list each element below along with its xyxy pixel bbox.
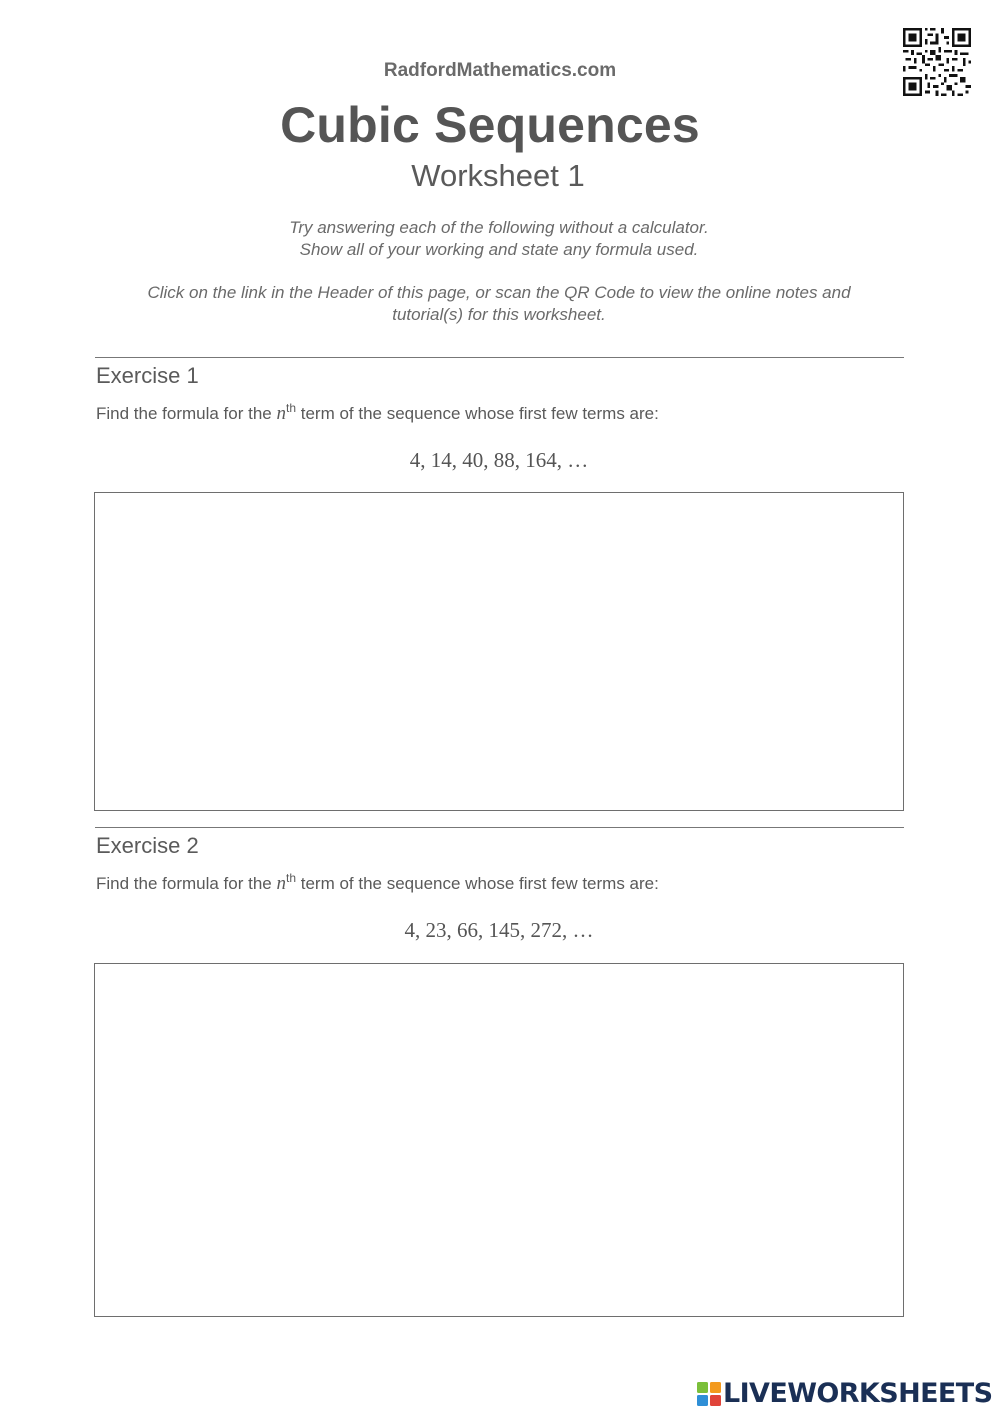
exercise-2-prompt bbox=[96, 871, 659, 895]
exercise-2-answer-box[interactable] bbox=[94, 963, 904, 1317]
section-divider bbox=[95, 827, 904, 828]
instruction-line-2: Show all of your working and state any formula used. bbox=[299, 240, 699, 259]
liveworksheets-logo-text: LIVEWORKSHEETS bbox=[723, 1378, 993, 1409]
exercise-1-prompt bbox=[96, 401, 659, 425]
exercise-1-answer-box[interactable] bbox=[94, 492, 904, 811]
nth-variable: n bbox=[276, 403, 286, 424]
liveworksheets-logo-icon bbox=[697, 1382, 721, 1406]
instruction-line-3: Click on the link in the Header of this page, or scan the QR Code to view the online notes and bbox=[147, 283, 851, 302]
exercise-2-heading: Exercise 2 bbox=[96, 833, 199, 858]
site-url[interactable]: RadfordMathematics.com bbox=[383, 60, 617, 81]
instruction-line-1: Try answering each of the following without a calculator. bbox=[289, 218, 709, 237]
prompt-after: term of the sequence whose first few terms are: bbox=[300, 404, 659, 423]
nth-variable: n bbox=[276, 873, 286, 894]
nth-superscript: th bbox=[286, 871, 297, 885]
liveworksheets-logo[interactable] bbox=[697, 1378, 997, 1412]
exercise-1-heading: Exercise 1 bbox=[96, 363, 199, 388]
page-title: Cubic Sequences bbox=[280, 97, 700, 153]
exercise-2-sequence: 4, 23, 66, 145, 272, … bbox=[404, 918, 594, 942]
nth-superscript: th bbox=[286, 401, 297, 415]
prompt-after: term of the sequence whose first few terms are: bbox=[300, 874, 659, 893]
prompt-before: Find the formula for the bbox=[96, 404, 272, 423]
instruction-line-4: tutorial(s) for this worksheet. bbox=[392, 305, 606, 324]
exercise-1-sequence: 4, 14, 40, 88, 164, … bbox=[409, 448, 589, 472]
prompt-before: Find the formula for the bbox=[96, 874, 272, 893]
qr-code[interactable] bbox=[903, 28, 971, 96]
worksheet-subtitle: Worksheet 1 bbox=[411, 158, 585, 193]
section-divider bbox=[95, 357, 904, 358]
